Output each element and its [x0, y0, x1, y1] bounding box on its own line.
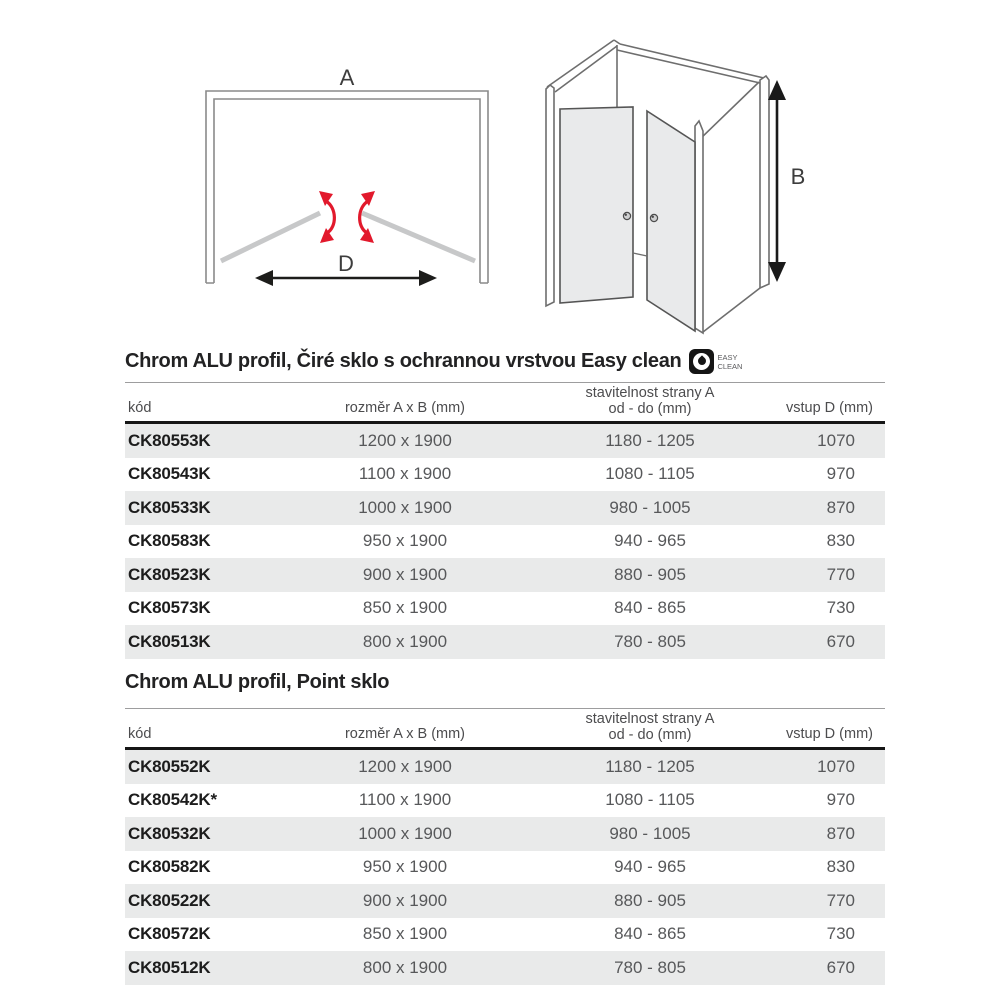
cell-vstup: 1070 — [817, 756, 855, 776]
height-arrow — [768, 80, 786, 282]
table-row — [125, 558, 885, 592]
cell-stavitelnost: 880 - 905 — [614, 564, 686, 584]
top-view-diagram — [175, 55, 505, 300]
cell-kod: CK80513K — [128, 631, 211, 651]
column-header-vstup: vstup D (mm) — [786, 726, 873, 742]
cell-stavitelnost: 980 - 1005 — [609, 497, 691, 517]
cell-vstup: 1070 — [817, 430, 855, 450]
column-header-stavitelnost: stavitelnost strany A od - do (mm) — [585, 710, 715, 743]
table-row — [125, 918, 885, 952]
cell-stavitelnost: 780 - 805 — [614, 957, 686, 977]
water-drop-icon — [696, 355, 707, 366]
cell-vstup: 770 — [826, 564, 855, 584]
column-header-kod: kód — [128, 400, 152, 416]
section-title-text: Chrom ALU profil, Čiré sklo s ochrannou vrstvou Easy clean — [125, 350, 682, 372]
section-title-easy-clean — [125, 349, 895, 374]
cell-kod: CK80512K — [128, 957, 211, 977]
cell-kod: CK80572K — [128, 924, 211, 944]
cell-vstup: 670 — [826, 957, 855, 977]
table-row — [125, 458, 885, 492]
cell-vstup: 870 — [826, 497, 855, 517]
cell-kod: CK80552K — [128, 756, 211, 776]
section-title-point-sklo — [125, 671, 895, 694]
cell-vstup: 730 — [826, 598, 855, 618]
table-header — [125, 708, 885, 750]
cell-vstup: 970 — [826, 464, 855, 484]
table-row — [125, 784, 885, 818]
dimension-label-d: D — [338, 251, 354, 276]
cell-rozmer: 1000 x 1900 — [358, 823, 452, 843]
table-row — [125, 424, 885, 458]
cell-stavitelnost: 840 - 865 — [614, 924, 686, 944]
cell-vstup: 870 — [826, 823, 855, 843]
cell-rozmer: 850 x 1900 — [362, 924, 448, 944]
cell-vstup: 670 — [826, 631, 855, 651]
section-title-text: Chrom ALU profil, Point sklo — [125, 671, 390, 693]
column-header-rozmer: rozměr A x B (mm) — [344, 726, 466, 742]
perspective-view-diagram — [535, 28, 815, 333]
table-cire-sklo — [125, 382, 885, 659]
dimension-label-a: A — [339, 65, 355, 90]
cell-kod: CK80573K — [128, 598, 211, 618]
cell-stavitelnost: 1180 - 1205 — [605, 756, 695, 776]
cell-rozmer: 1100 x 1900 — [358, 790, 452, 810]
cell-rozmer: 1000 x 1900 — [358, 497, 452, 517]
table-row — [125, 851, 885, 885]
cell-rozmer: 800 x 1900 — [362, 957, 448, 977]
cell-stavitelnost: 840 - 865 — [614, 598, 686, 618]
table-row — [125, 525, 885, 559]
cell-kod: CK80533K — [128, 497, 211, 517]
cell-rozmer: 950 x 1900 — [362, 857, 448, 877]
cell-kod: CK80543K — [128, 464, 211, 484]
cell-rozmer: 1100 x 1900 — [358, 464, 452, 484]
cell-vstup: 770 — [826, 890, 855, 910]
cell-kod: CK80582K — [128, 857, 211, 877]
table-point-sklo — [125, 708, 885, 985]
dimension-label-b: B — [790, 164, 806, 189]
cell-vstup: 730 — [826, 924, 855, 944]
cell-vstup: 970 — [826, 790, 855, 810]
cell-kod: CK80542K* — [128, 790, 217, 810]
cell-stavitelnost: 940 - 965 — [614, 857, 686, 877]
table-row — [125, 884, 885, 918]
column-header-stavitelnost: stavitelnost strany A od - do (mm) — [585, 384, 715, 417]
cell-kod: CK80522K — [128, 890, 211, 910]
column-header-kod: kód — [128, 726, 152, 742]
cell-rozmer: 800 x 1900 — [362, 631, 448, 651]
column-header-vstup: vstup D (mm) — [786, 400, 873, 416]
cell-kod: CK80532K — [128, 823, 211, 843]
cell-stavitelnost: 1080 - 1105 — [605, 464, 695, 484]
table-row — [125, 817, 885, 851]
easy-clean-label: EASY CLEAN — [717, 352, 743, 371]
cell-rozmer: 900 x 1900 — [362, 890, 448, 910]
table-row — [125, 491, 885, 525]
table-row — [125, 592, 885, 626]
cell-stavitelnost: 1180 - 1205 — [605, 430, 695, 450]
cell-rozmer: 850 x 1900 — [362, 598, 448, 618]
cell-stavitelnost: 980 - 1005 — [609, 823, 691, 843]
cell-rozmer: 950 x 1900 — [362, 531, 448, 551]
cell-stavitelnost: 780 - 805 — [614, 631, 686, 651]
table-row — [125, 951, 885, 985]
table-row — [125, 625, 885, 659]
cell-vstup: 830 — [826, 857, 855, 877]
table-header — [125, 382, 885, 424]
cell-kod: CK80553K — [128, 430, 211, 450]
cell-stavitelnost: 1080 - 1105 — [605, 790, 695, 810]
cell-vstup: 830 — [826, 531, 855, 551]
cell-stavitelnost: 940 - 965 — [614, 531, 686, 551]
table-body — [125, 424, 885, 659]
cell-kod: CK80583K — [128, 531, 211, 551]
table-row — [125, 750, 885, 784]
column-header-rozmer: rozměr A x B (mm) — [344, 400, 466, 416]
cell-rozmer: 900 x 1900 — [362, 564, 448, 584]
easy-clean-icon — [689, 349, 714, 374]
easy-clean-badge — [689, 349, 742, 374]
cell-rozmer: 1200 x 1900 — [358, 430, 452, 450]
cell-kod: CK80523K — [128, 564, 211, 584]
cell-rozmer: 1200 x 1900 — [358, 756, 452, 776]
cell-stavitelnost: 880 - 905 — [614, 890, 686, 910]
table-body — [125, 750, 885, 985]
